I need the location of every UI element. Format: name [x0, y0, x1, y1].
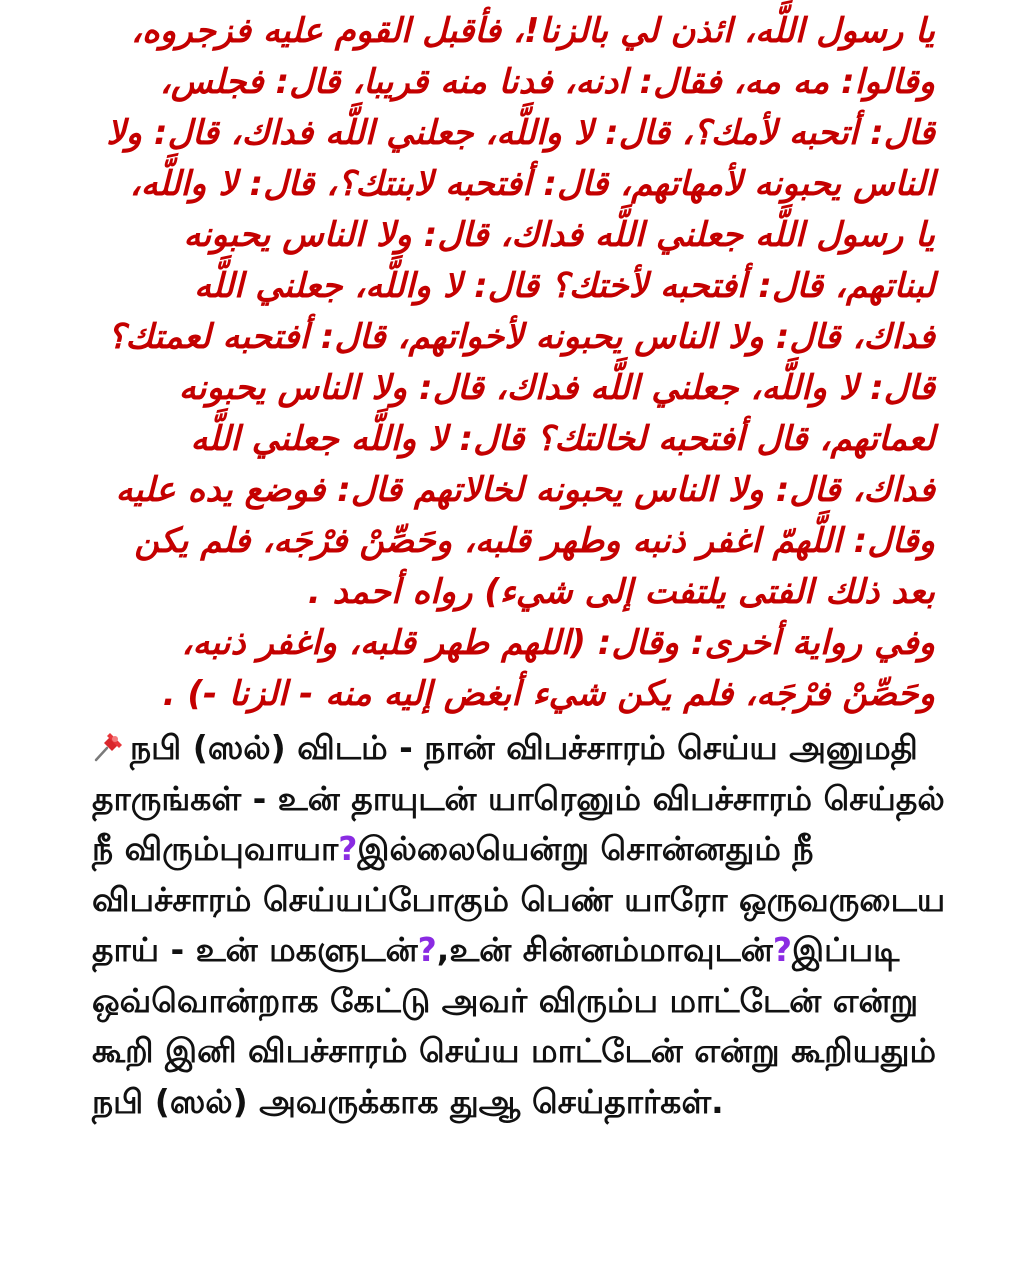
- arabic-hadith-text: [100, 6, 935, 720]
- tamil-text-part-4: இப்படி ஒவ்வொன்றாக கேட்டு அவர் விரும்ப மாட்டேன் என்று கூறி இனி விபச்சாரம் செய்ய மாட்டேன் என்று கூறியதும் நபி (ஸல்) அவருக்காக துஆ செய்தார்கள்.: [92, 930, 937, 1121]
- arabic-paragraph-main: يا رسول اللَّه، ائذن لي بالزنا!، فأقبل القوم عليه فزجروه، وقالوا: مه مه، فقال: ادنه، فدنا منه قريبا، قال: فجلس، قال: أتحبه لأمك؟، قال: لا واللَّه، جعلني اللَّه فداك، قال: ولا الناس يحبونه لأمهاتهم، قال: أفتحبه لابنتك؟، قال: لا واللَّه، يا رسول اللَّه جعلني اللَّه فداك، قال: ولا الناس يحبونه لبناتهم، قال: أفتحبه لأختك؟ قال: لا واللَّه، جعلني اللَّه فداك، قال: ولا الناس يحبونه لأخواتهم، قال: أفتحبه لعمتك؟ قال: لا واللَّه، جعلني اللَّه فداك، قال: ولا الناس يحبونه لعماتهم، قال أفتحبه لخالتك؟ قال: لا واللَّه جعلني اللَّه فداك، قال: ولا الناس يحبونه لخالاتهم قال: فوضع يده عليه وقال: اللَّهمّ اغفر ذنبه وطهر قلبه، وحَصِّنْ فرْجَه، فلم يكن بعد ذلك الفتى يلتفت إلى شيء) رواه أحمد .: [106, 11, 935, 612]
- question-mark-3: ?: [772, 930, 792, 969]
- tamil-paragraph: [92, 723, 952, 1127]
- tamil-explanation: [92, 723, 952, 1127]
- tamil-text-part-3: ,உன் சின்னம்மாவுடன்: [436, 930, 773, 969]
- tamil-text-part-1: நபி (ஸல்) விடம் - நான் விபச்சாரம் செய்ய அனுமதி தாருங்கள் - உன் தாயுடன் யாரெனும் விபச்சாரம் செய்தல் நீ விரும்புவாயா: [92, 728, 945, 868]
- question-mark-2: ?: [417, 930, 437, 969]
- arabic-paragraph-other-narration: وفي رواية أخرى: وقال: (اللهم طهر قلبه، واغفر ذنبه، وحَصِّنْ فرْجَه، فلم يكن شيء أبغض إليه منه - الزنا -) .: [162, 623, 935, 714]
- tamil-text-part-2: இல்லையென்று சொன்னதும் நீ விபச்சாரம் செய்யப்போகும் பெண் யாரோ ஒருவருடைய தாய் - உன் மகளுடன்: [92, 829, 946, 969]
- question-mark-1: ?: [338, 829, 358, 868]
- pushpin-icon: [92, 729, 126, 763]
